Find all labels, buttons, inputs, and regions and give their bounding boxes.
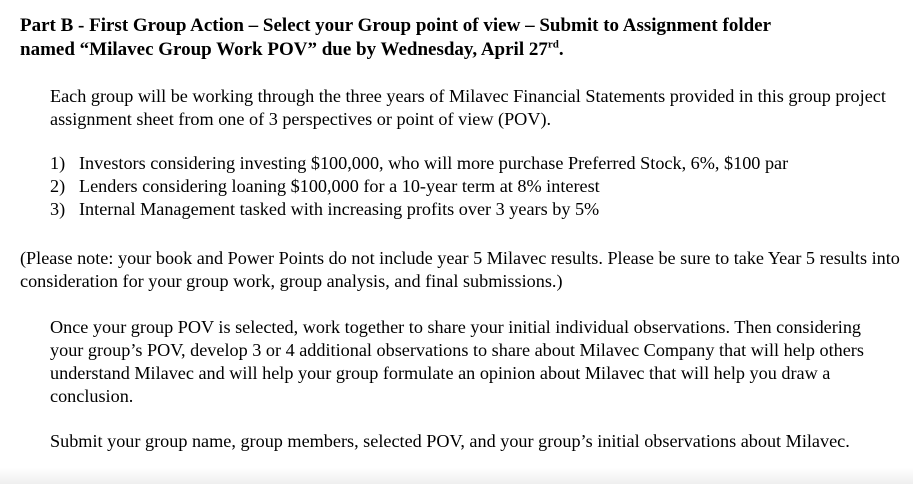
pov-option-number: 1) bbox=[50, 153, 66, 173]
assignment-heading bbox=[20, 14, 900, 62]
intro-paragraph: Each group will be working through the three years of Milavec Financial Statements provided in this group project assignment sheet from one of 3 perspectives or point of view (POV). bbox=[50, 86, 886, 129]
pov-option-text: Internal Management tasked with increasing profits over 3 years by 5% bbox=[79, 199, 600, 219]
submit-paragraph: Submit your group name, group members, selected POV, and your group’s initial observations about Milavec. bbox=[50, 431, 850, 451]
page-bottom-shadow bbox=[0, 468, 913, 484]
heading-line-2: named “Milavec Group Work POV” due by Wednesday, April 27 bbox=[20, 39, 548, 60]
pov-option-number: 3) bbox=[50, 199, 66, 219]
heading-line-1: Part B - First Group Action – Select your Group point of view – Submit to Assignment folder bbox=[20, 15, 772, 36]
pov-option-text: Investors considering investing $100,000, who will more purchase Preferred Stock, 6%, $100 par bbox=[79, 153, 789, 173]
pov-option-number: 2) bbox=[50, 176, 66, 196]
pov-options-list bbox=[50, 152, 900, 221]
note-paragraph: (Please note: your book and Power Points do not include year 5 Milavec results. Please be sure to take Year 5 results into consideration for your group work, group analysis, and final submissions.) bbox=[20, 248, 900, 291]
pov-option-text: Lenders considering loaning $100,000 for a 10-year term at 8% interest bbox=[79, 176, 600, 196]
pov-option bbox=[50, 152, 900, 175]
heading-date-suffix: rd bbox=[547, 38, 559, 51]
pov-option bbox=[50, 198, 900, 221]
pov-option bbox=[50, 175, 900, 198]
heading-period: . bbox=[558, 39, 564, 60]
instructions-paragraph: Once your group POV is selected, work together to share your initial individual observations. Then considering your group’s POV, develop 3 or 4 additional observations to share about Milavec Company that will help others understand Milavec and will help your group formulate an opinion about Milavec that will help you draw a conclusion. bbox=[50, 317, 864, 406]
